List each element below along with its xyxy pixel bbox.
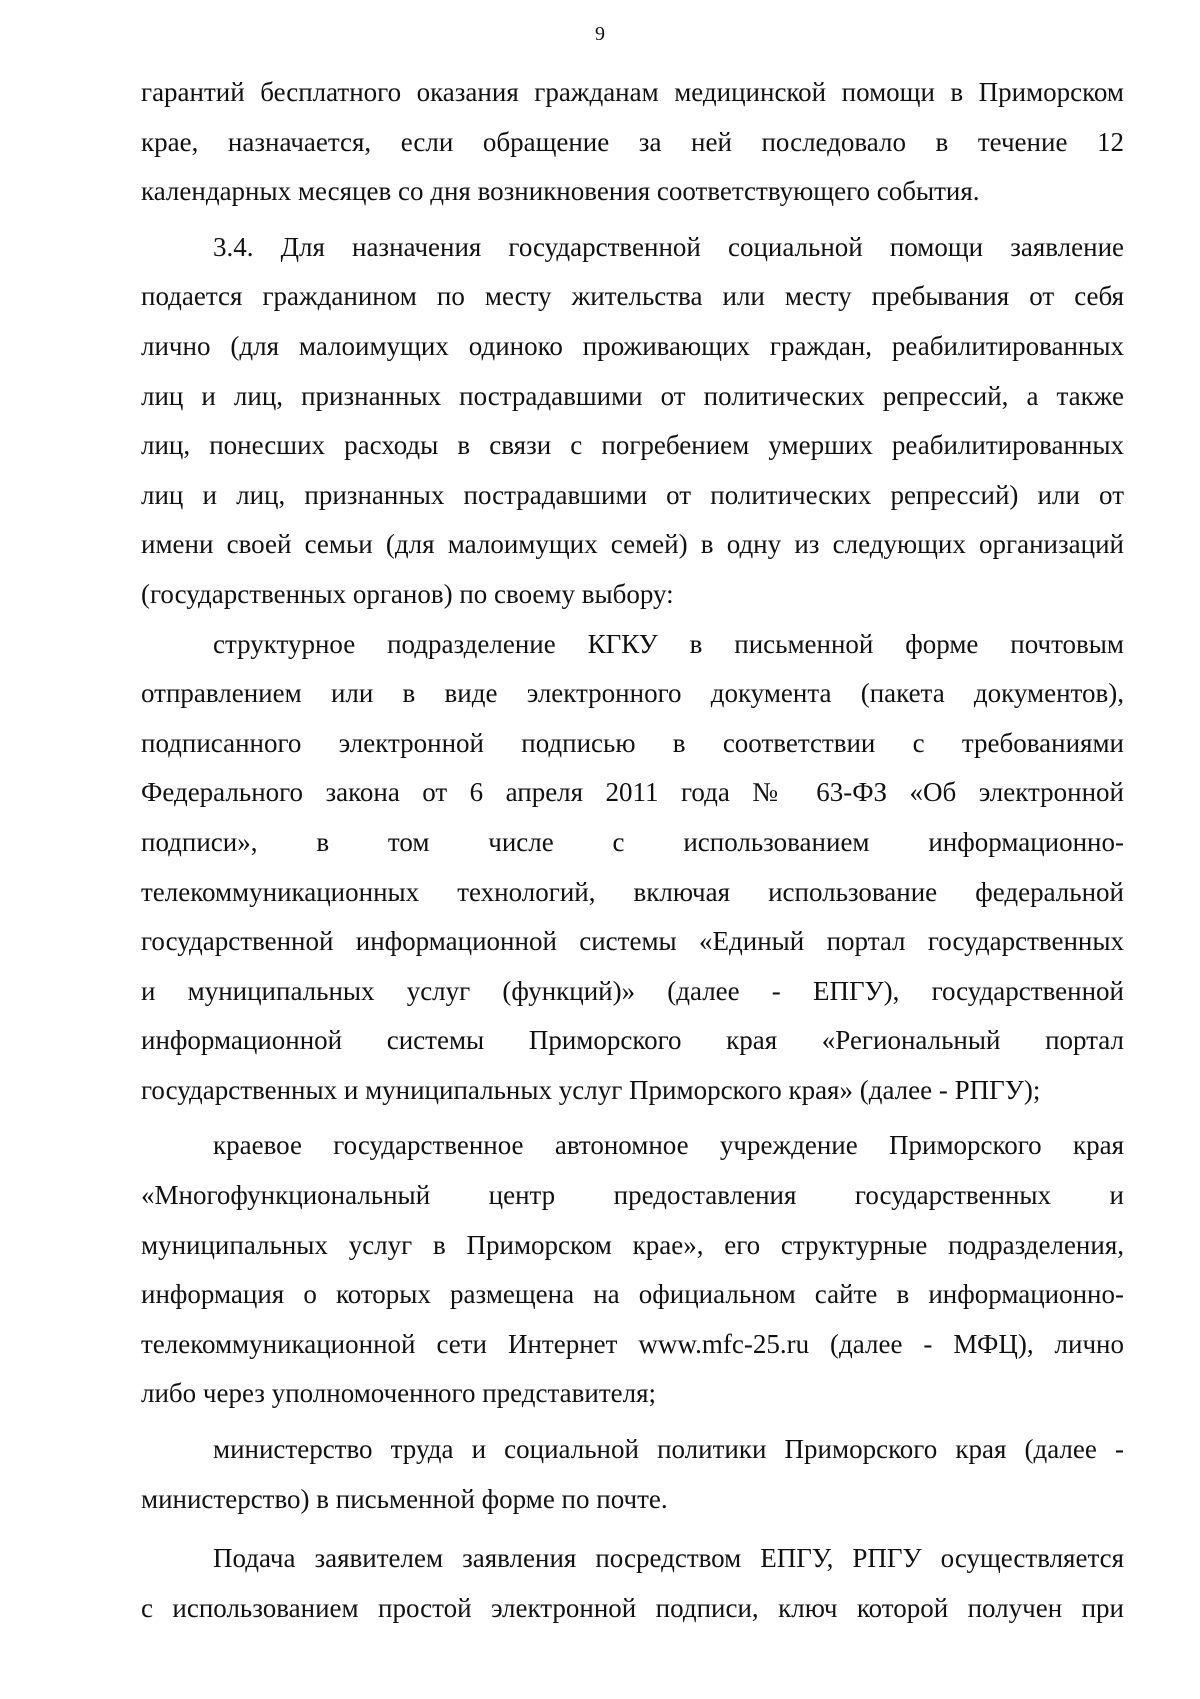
- text-line: государственных и муниципальных услуг Приморского края» (далее - РПГУ);: [141, 1074, 1041, 1105]
- text-line: структурное подразделение КГКУ в письменной форме почтовым: [213, 628, 1124, 659]
- paragraph-option-kgku: [141, 620, 1124, 1116]
- paragraph-option-ministry: [141, 1425, 1124, 1524]
- text-line: информационной системы Приморского края «Региональный портал: [141, 1025, 1124, 1056]
- text-line: 3.4. Для назначения государственной социальной помощи заявление: [213, 231, 1124, 262]
- text-line: лиц, понесших расходы в связи с погребением умерших реабилитированных: [141, 430, 1124, 461]
- paragraph-submission-epgu: [141, 1534, 1124, 1633]
- text-line: подписанного электронной подписью в соответствии с требованиями: [141, 727, 1124, 758]
- text-line: (государственных органов) по своему выбору:: [141, 578, 674, 609]
- text-line: министерство труда и социальной политики Приморского края (далее -: [213, 1434, 1124, 1465]
- document-body: [141, 68, 1124, 1633]
- text-line: «Многофункциональный центр предоставления государственных и: [141, 1180, 1124, 1211]
- text-line: имени своей семьи (для малоимущих семей) в одну из следующих организаций: [141, 529, 1124, 560]
- text-line: с использованием простой электронной подписи, ключ которой получен при: [141, 1592, 1124, 1623]
- text-line: Федерального закона от 6 апреля 2011 года № 63-ФЗ «Об электронной: [141, 777, 1124, 808]
- text-line: краевое государственное автономное учреждение Приморского края: [213, 1130, 1124, 1161]
- paragraph-clause-3-4: [141, 223, 1124, 620]
- text-line: лично (для малоимущих одиноко проживающих граждан, реабилитированных: [141, 330, 1124, 361]
- text-line: министерство) в письменной форме по почте.: [141, 1483, 668, 1514]
- text-line: государственной информационной системы «Единый портал государственных: [141, 926, 1124, 957]
- text-line: либо через уполномоченного представителя;: [141, 1378, 656, 1409]
- text-line: подписи», в том числе с использованием информационно-: [141, 826, 1124, 857]
- text-line: информация о которых размещена на официальном сайте в информационно-: [141, 1279, 1124, 1310]
- text-line: гарантий бесплатного оказания гражданам медицинской помощи в Приморском: [141, 77, 1124, 107]
- text-line: календарных месяцев со дня возникновения соответствующего события.: [141, 176, 980, 207]
- text-line: подается гражданином по месту жительства или месту пребывания от себя: [141, 281, 1124, 312]
- page-number: 9: [595, 23, 605, 45]
- paragraph-continuation: [141, 68, 1124, 217]
- text-line: крае, назначается, если обращение за ней последовало в течение 12: [141, 126, 1124, 157]
- text-line: и муниципальных услуг (функций)» (далее - ЕПГУ), государственной: [141, 975, 1124, 1006]
- paragraph-option-mfc: [141, 1121, 1124, 1419]
- text-line: телекоммуникационных технологий, включая использование федеральной: [141, 876, 1124, 907]
- text-line: Подача заявителем заявления посредством ЕПГУ, РПГУ осуществляется: [213, 1543, 1124, 1574]
- text-line: лиц и лиц, признанных пострадавшими от политических репрессий) или от: [141, 479, 1124, 510]
- text-line: отправлением или в виде электронного документа (пакета документов),: [141, 678, 1124, 709]
- text-line: лиц и лиц, признанных пострадавшими от политических репрессий, а также: [141, 380, 1124, 411]
- text-line: телекоммуникационной сети Интернет www.mfc-25.ru (далее - МФЦ), лично: [141, 1328, 1124, 1359]
- text-line: муниципальных услуг в Приморском крае», его структурные подразделения,: [141, 1229, 1124, 1260]
